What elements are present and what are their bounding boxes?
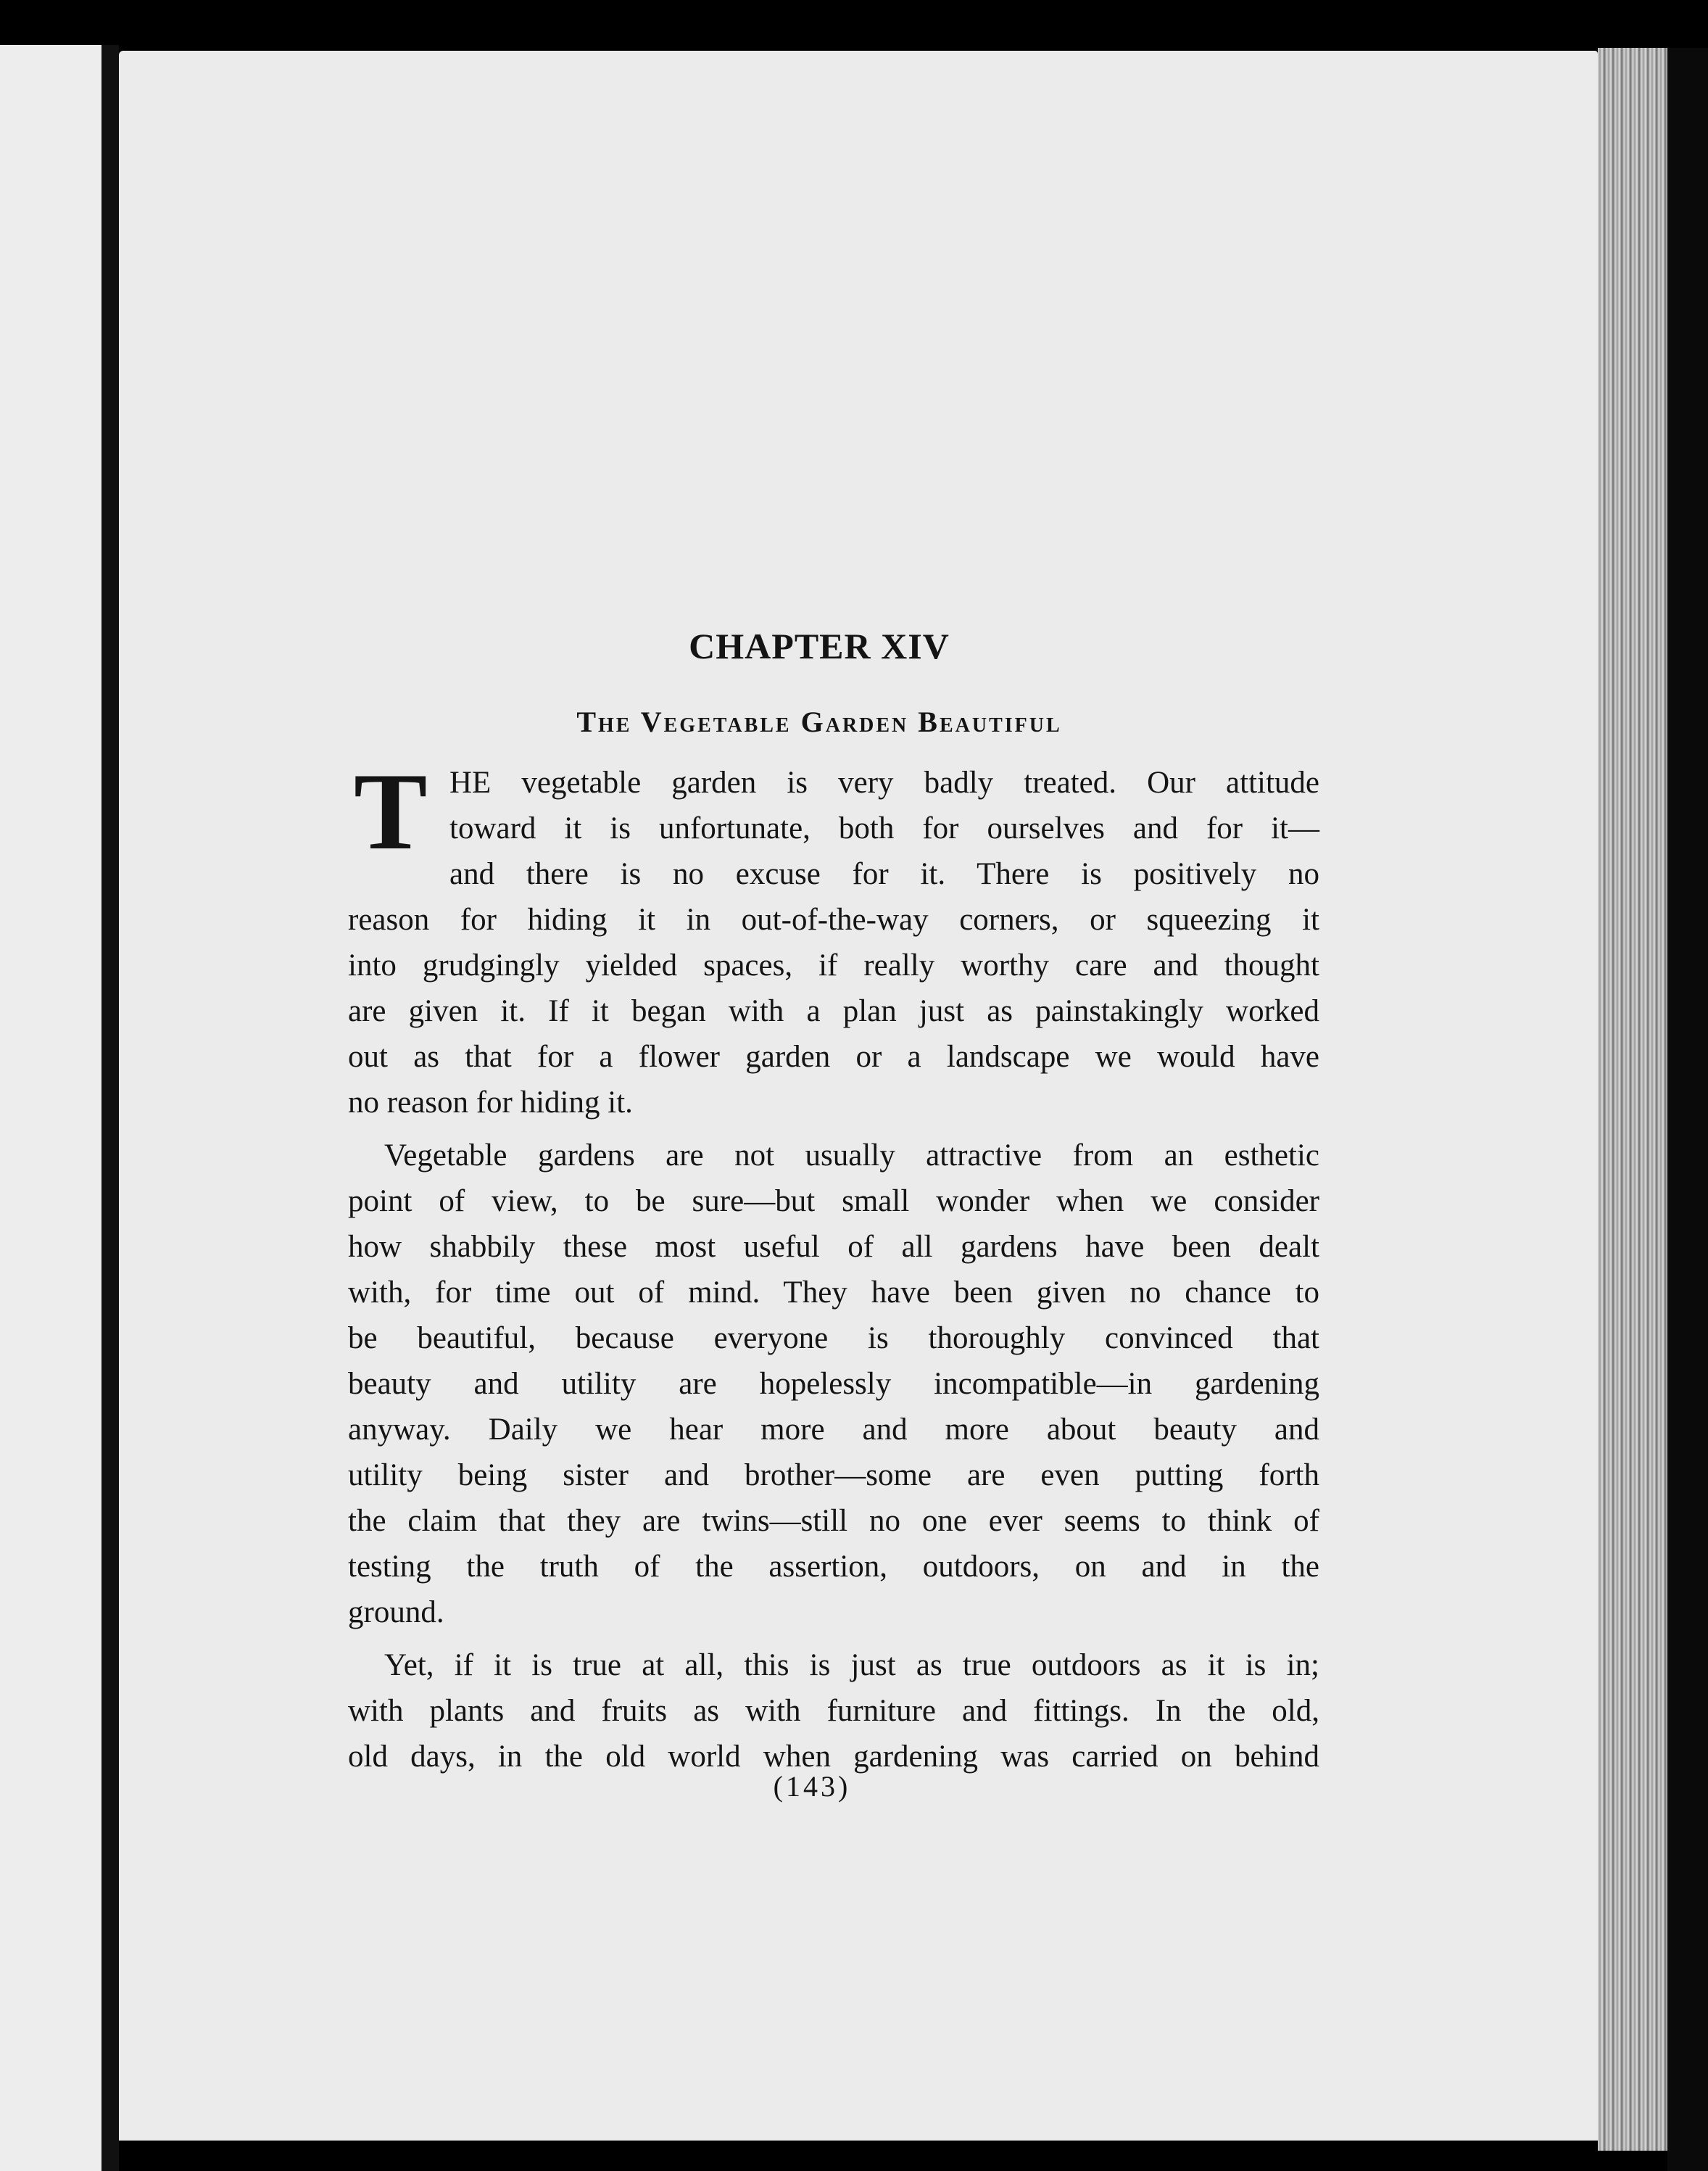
text-line: point of view, to be sure—but small wonder when we consider bbox=[348, 1184, 1319, 1218]
text-line: testing the truth of the assertion, outdoors, on and in the bbox=[348, 1550, 1319, 1584]
text-line: ground. bbox=[348, 1595, 444, 1629]
text-line: beauty and utility are hopelessly incompatible—in gardening bbox=[348, 1367, 1319, 1401]
text-line: how shabbily these most useful of all gardens have been dealt bbox=[348, 1230, 1319, 1264]
text-line: into grudgingly yielded spaces, if really worthy care and thought bbox=[348, 948, 1319, 983]
text-line: out as that for a flower garden or a landscape we would have bbox=[348, 1040, 1319, 1074]
text-line: reason for hiding it in out-of-the-way corners, or squeezing it bbox=[348, 903, 1319, 937]
text-line: HE vegetable garden is very badly treated. Our attitude bbox=[449, 766, 1319, 800]
text-line: with plants and fruits as with furniture and fittings. In the old, bbox=[348, 1694, 1319, 1728]
chapter-title: CHAPTER XIV bbox=[689, 626, 950, 666]
chapter-subtitle: The Vegetable Garden Beautiful bbox=[576, 706, 1062, 738]
text-line: toward it is unfortunate, both for ourselves and for it— bbox=[449, 811, 1319, 845]
text-line: the claim that they are twins—still no one ever seems to think of bbox=[348, 1504, 1319, 1538]
text-line: Vegetable gardens are not usually attractive from an esthetic bbox=[384, 1138, 1319, 1173]
text-line: with, for time out of mind. They have been given no chance to bbox=[348, 1275, 1319, 1310]
text-line: be beautiful, because everyone is thoroughly convinced that bbox=[348, 1321, 1319, 1355]
text-line: anyway. Daily we hear more and more about beauty and bbox=[348, 1413, 1319, 1447]
body-text bbox=[348, 750, 1319, 1779]
text-line: no reason for hiding it. bbox=[348, 1086, 633, 1120]
facing-page bbox=[0, 45, 101, 2171]
book-gutter bbox=[101, 45, 119, 2171]
book-cover-edge bbox=[1667, 48, 1708, 2171]
text-line: Yet, if it is true at all, this is just as true outdoors as it is in; bbox=[384, 1648, 1319, 1682]
text-line: are given it. If it began with a plan just as painstakingly worked bbox=[348, 994, 1319, 1028]
text-line: old days, in the old world when gardening was carried on behind bbox=[348, 1740, 1319, 1774]
page-number: (143) bbox=[773, 1770, 851, 1803]
page-stack-edge bbox=[1598, 48, 1667, 2151]
text-line: and there is no excuse for it. There is positively no bbox=[449, 857, 1319, 891]
text-line: utility being sister and brother—some are even putting forth bbox=[348, 1458, 1319, 1492]
drop-cap: T bbox=[354, 750, 428, 872]
